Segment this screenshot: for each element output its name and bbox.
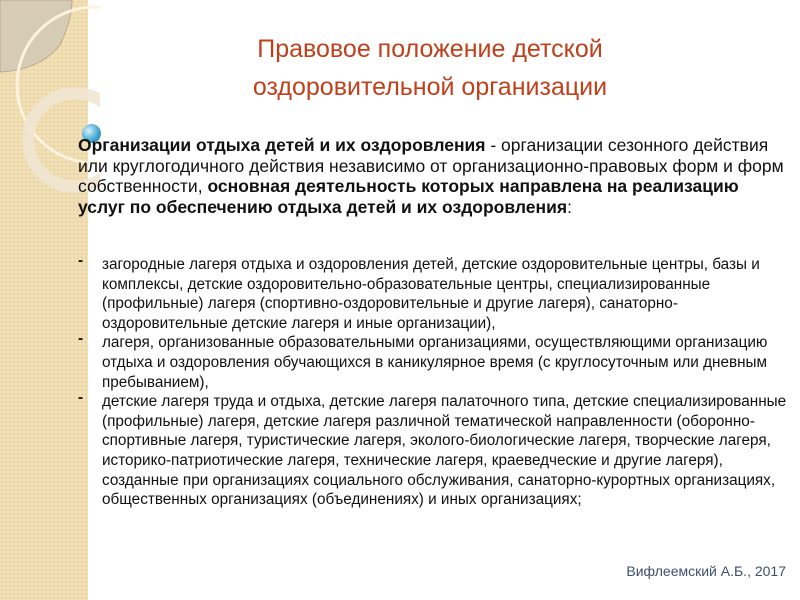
list-item-text: загородные лагеря отдыха и оздоровления детей, детские оздоровительные центры, базы и комплексы, детские оздоровительно-образовательные центры, специализированные (профильные) лагеря (спортивно-оздоровительные и другие лагеря), санаторно-оздоровительные детские лагеря и иные организации), xyxy=(102,256,760,332)
intro-colon: : xyxy=(567,196,572,217)
title-line-2: оздоровительной организации xyxy=(252,73,608,101)
title-line-1: Правовое положение детской xyxy=(257,35,603,63)
camp-types-list xyxy=(78,252,790,510)
author-credit: Вифлеемский А.Б., 2017 xyxy=(626,563,786,579)
activity-bold: основная деятельность которых направлена на реализацию услуг по обеспечению отдыха детей и их оздоровления xyxy=(78,176,739,217)
definition-paragraph xyxy=(78,135,790,217)
term-bold: Организации отдыха детей и их оздоровления xyxy=(78,135,486,155)
list-item xyxy=(78,252,790,333)
dash-marker: - xyxy=(78,252,84,269)
dash-marker: - xyxy=(78,330,84,348)
slide-title xyxy=(150,30,710,106)
dash-marker: - xyxy=(78,389,84,407)
list-item xyxy=(78,389,790,510)
list-item-text: лагеря, организованные образовательными организациями, осуществляющими организацию отдыха и оздоровления обучающихся в каникулярное время (с круглосуточным или дневным пребыванием), xyxy=(102,334,768,391)
list-item xyxy=(78,330,790,392)
intro-text: - организации сезонного действия или круглогодичного действия независимо от организационно-правовых форм и форм собственности, xyxy=(78,135,784,196)
list-item-text: детские лагеря труда и отдыха, детские лагеря палаточного типа, детские специализированные (профильные) лагеря, детские лагеря различной тематической направленности (оборонно-спортивные лагеря, туристические лагеря, эколого-биологические лагеря, творческие лагеря, историко-патриотические лагеря, технические лагеря, краеведческие и другие лагеря), созданные при организациях социального обслуживания, санаторно-курортных организациях, общественных организациях (объединениях) и иных организациях; xyxy=(102,393,787,509)
